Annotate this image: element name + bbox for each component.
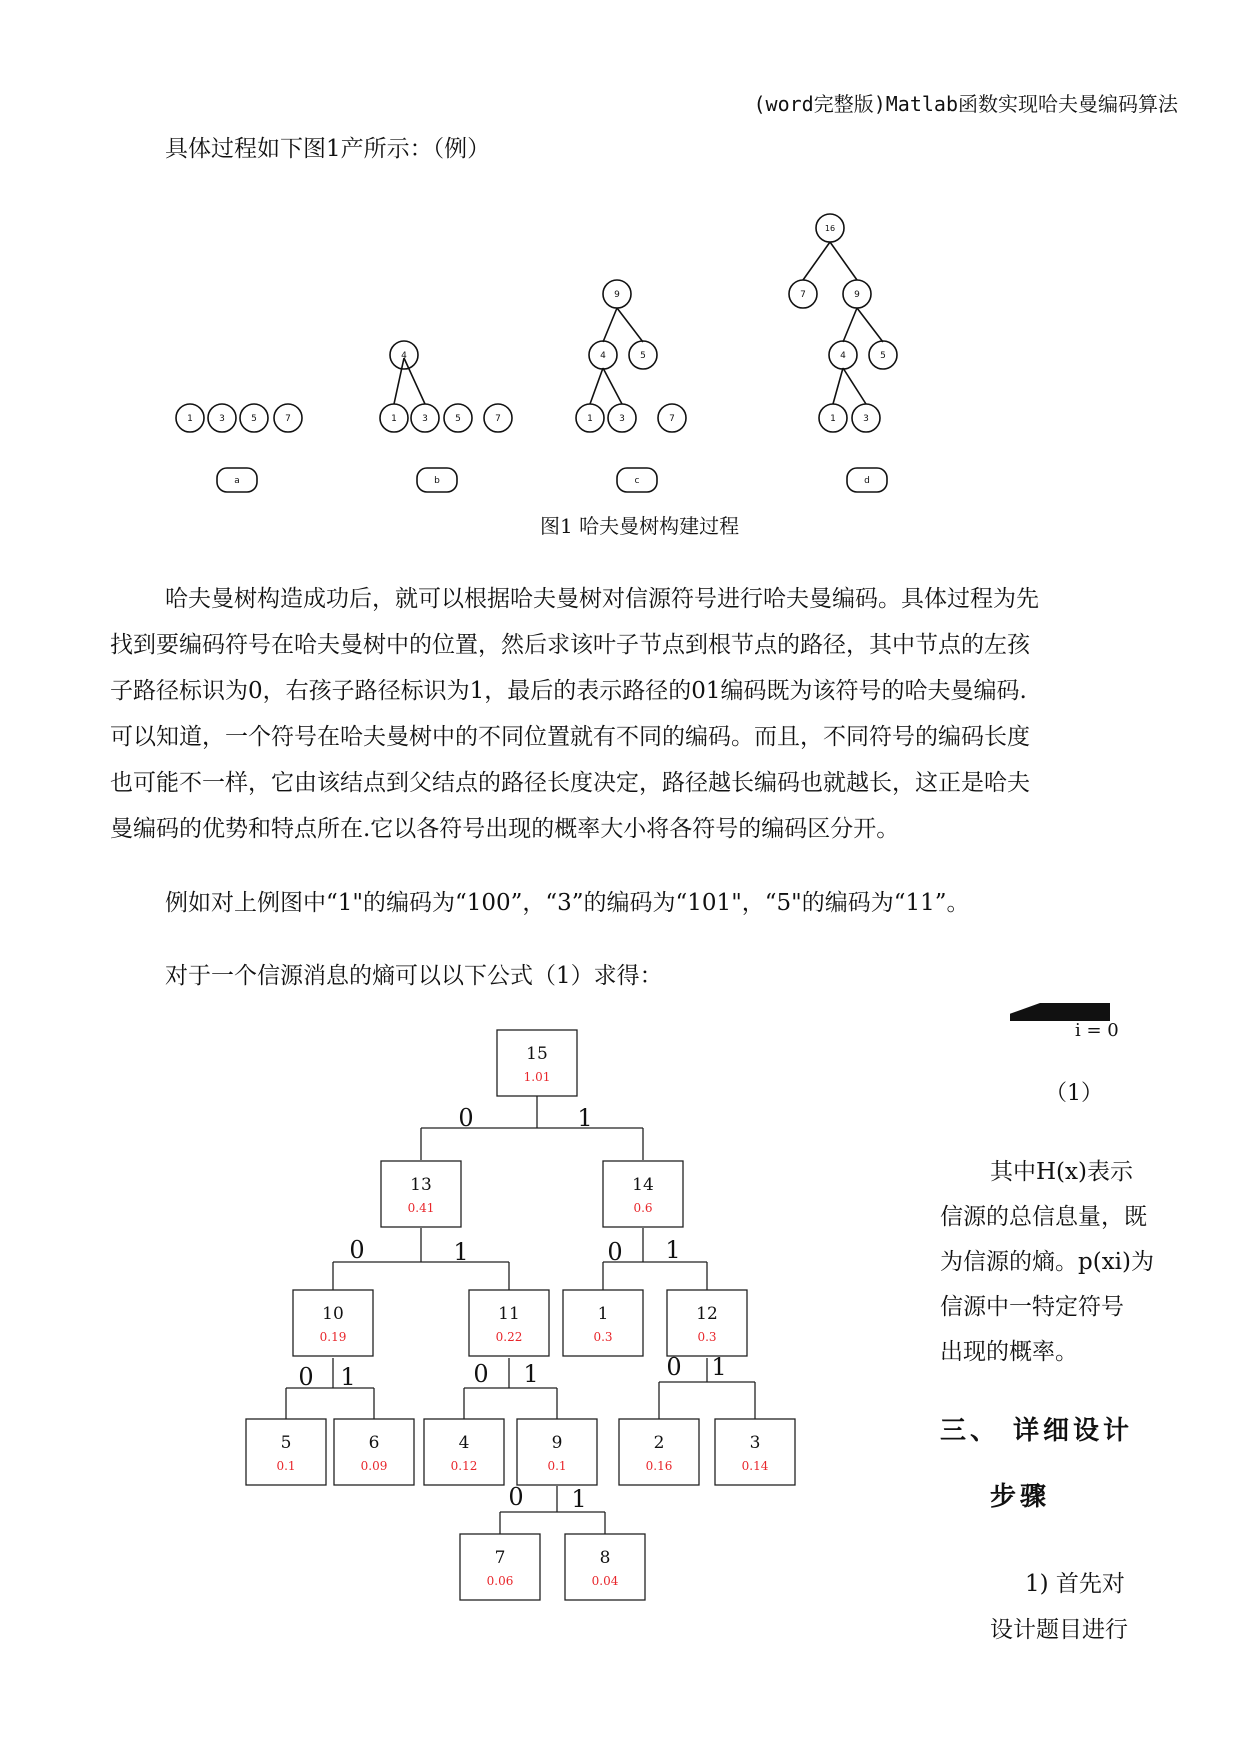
fig1-c-node: 3 bbox=[619, 414, 625, 424]
tree-node-probability: 0.04 bbox=[591, 1574, 619, 1588]
fig1-a-node: 5 bbox=[251, 414, 257, 424]
tree-node-probability: 0.3 bbox=[697, 1330, 717, 1344]
tree-node-probability: 0.3 bbox=[593, 1330, 613, 1344]
tree-node-probability: 0.06 bbox=[486, 1574, 514, 1588]
sidebar-line: 出现的概率。 bbox=[940, 1339, 1078, 1365]
edge-label-1: 1 bbox=[577, 1104, 593, 1132]
edge-label-0: 0 bbox=[473, 1360, 489, 1388]
edge-label-0: 0 bbox=[349, 1236, 365, 1264]
step-line: 1) 首先对 bbox=[1025, 1571, 1125, 1597]
edge-label-1: 1 bbox=[453, 1238, 469, 1266]
fig1-a-node: 1 bbox=[187, 414, 193, 424]
tree-node-id: 6 bbox=[368, 1433, 380, 1453]
tree-node-id: 14 bbox=[632, 1175, 654, 1195]
sidebar-line: 信源的总信息量，既 bbox=[940, 1204, 1147, 1230]
example-text: 例如对上例图中“1"的编码为“100”，“3”的编码为“101"，“5"的编码为“11”。 bbox=[165, 890, 970, 916]
fig1-label-b: b bbox=[434, 476, 440, 486]
tree-node-probability: 0.16 bbox=[645, 1459, 673, 1473]
tree-node-probability: 0.1 bbox=[547, 1459, 567, 1473]
para-line: 可以知道，一个符号在哈夫曼树中的不同位置就有不同的编码。而且，不同符号的编码长度 bbox=[110, 724, 1030, 750]
section-title: 三、 详细设计 bbox=[940, 1416, 1134, 1446]
edge-label-1: 1 bbox=[340, 1363, 356, 1391]
formula-number: （1） bbox=[1045, 1081, 1103, 1106]
para-line: 子路径标识为0，右孩子路径标识为1，最后的表示路径的01编码既为该符号的哈夫曼编码. bbox=[110, 678, 1027, 704]
para-line: 哈夫曼树构造成功后，就可以根据哈夫曼树对信源符号进行哈夫曼编码。具体过程为先 bbox=[165, 586, 1039, 612]
fig1-b-node: 1 bbox=[391, 414, 397, 424]
fig1-b-node: 3 bbox=[422, 414, 428, 424]
edge-label-0: 0 bbox=[607, 1238, 623, 1266]
formula-intro: 对于一个信源消息的熵可以以下公式（1）求得： bbox=[165, 963, 663, 989]
tree-node-id: 13 bbox=[410, 1175, 432, 1195]
fig1-c-root: 9 bbox=[614, 290, 620, 300]
edge-label-0: 0 bbox=[666, 1353, 682, 1381]
tree-node-probability: 0.1 bbox=[276, 1459, 296, 1473]
edge-label-1: 1 bbox=[711, 1353, 727, 1381]
fig1-label-d: d bbox=[864, 476, 870, 486]
tree-node-id: 2 bbox=[653, 1433, 665, 1453]
edge-label-0: 0 bbox=[508, 1483, 524, 1511]
tree-node-id: 3 bbox=[749, 1433, 761, 1453]
fig1-d-node: 1 bbox=[830, 414, 836, 424]
step-line: 设计题目进行 bbox=[990, 1617, 1128, 1643]
fig1-c-node: 1 bbox=[587, 414, 593, 424]
tree-node-probability: 0.22 bbox=[495, 1330, 523, 1344]
para-line: 也可能不一样，它由该结点到父结点的路径长度决定，路径越长编码也就越长，这正是哈夫 bbox=[110, 770, 1030, 796]
fig1-b-node: 7 bbox=[495, 414, 501, 424]
fig1-a-node: 7 bbox=[285, 414, 291, 424]
tree-node-probability: 0.14 bbox=[741, 1459, 769, 1473]
page-header: (word完整版)Matlab函数实现哈夫曼编码算法 bbox=[753, 92, 1178, 116]
fig1-label-a: a bbox=[234, 476, 240, 486]
sidebar-line: 信源中一特定符号 bbox=[940, 1294, 1124, 1320]
tree-node-id: 15 bbox=[526, 1044, 548, 1064]
fig1-b-root: 4 bbox=[401, 351, 407, 361]
fig1-d-root: 16 bbox=[824, 224, 836, 233]
edge-label-1: 1 bbox=[665, 1236, 681, 1264]
para-line: 找到要编码符号在哈夫曼树中的位置，然后求该叶子节点到根节点的路径，其中节点的左孩 bbox=[110, 632, 1030, 658]
tree-node-id: 8 bbox=[599, 1548, 611, 1568]
sidebar-line: 为信源的熵。p(xi)为 bbox=[940, 1249, 1154, 1275]
tree-node-id: 10 bbox=[322, 1304, 344, 1324]
sidebar-line: 其中H(x)表示 bbox=[990, 1159, 1133, 1185]
edge-label-1: 1 bbox=[523, 1360, 539, 1388]
para-line: 曼编码的优势和特点所在.它以各符号出现的概率大小将各符号的编码区分开。 bbox=[110, 816, 900, 842]
tree-node-id: 12 bbox=[696, 1304, 718, 1324]
figure1-caption: 图1 哈夫曼树构建过程 bbox=[540, 514, 740, 538]
fig1-d-node: 7 bbox=[800, 290, 806, 300]
formula-sum-index: i = 0 bbox=[1075, 1020, 1119, 1041]
tree-node-id: 9 bbox=[551, 1433, 563, 1453]
tree-node-id: 11 bbox=[498, 1304, 520, 1324]
edge-label-0: 0 bbox=[298, 1363, 314, 1391]
fig1-b-node: 5 bbox=[455, 414, 461, 424]
tree-node-id: 1 bbox=[597, 1304, 609, 1324]
section-title-2: 步骤 bbox=[990, 1482, 1051, 1512]
fig1-d-node: 5 bbox=[880, 351, 886, 361]
fig1-label-c: c bbox=[634, 476, 640, 486]
edge-label-1: 1 bbox=[571, 1485, 587, 1513]
fig1-d-node: 3 bbox=[863, 414, 869, 424]
tree-node-probability: 0.09 bbox=[360, 1459, 388, 1473]
intro-text: 具体过程如下图1产所示：（例） bbox=[165, 136, 491, 162]
fig1-c-node: 5 bbox=[640, 351, 646, 361]
fig1-c-node: 7 bbox=[669, 414, 675, 424]
fig1-d-node: 4 bbox=[840, 351, 846, 361]
tree-node-id: 4 bbox=[458, 1433, 470, 1453]
tree-node-id: 7 bbox=[494, 1548, 506, 1568]
edge-label-0: 0 bbox=[458, 1104, 474, 1132]
tree-node-probability: 0.41 bbox=[407, 1201, 435, 1215]
fig1-c-node: 4 bbox=[600, 351, 606, 361]
tree-node-probability: 0.19 bbox=[319, 1330, 347, 1344]
tree-node-probability: 0.6 bbox=[633, 1201, 653, 1215]
tree-node-probability: 1.01 bbox=[523, 1070, 551, 1084]
tree-node-probability: 0.12 bbox=[450, 1459, 478, 1473]
fig1-a-node: 3 bbox=[219, 414, 225, 424]
tree-node-id: 5 bbox=[280, 1433, 292, 1453]
fig1-d-node: 9 bbox=[854, 290, 860, 300]
